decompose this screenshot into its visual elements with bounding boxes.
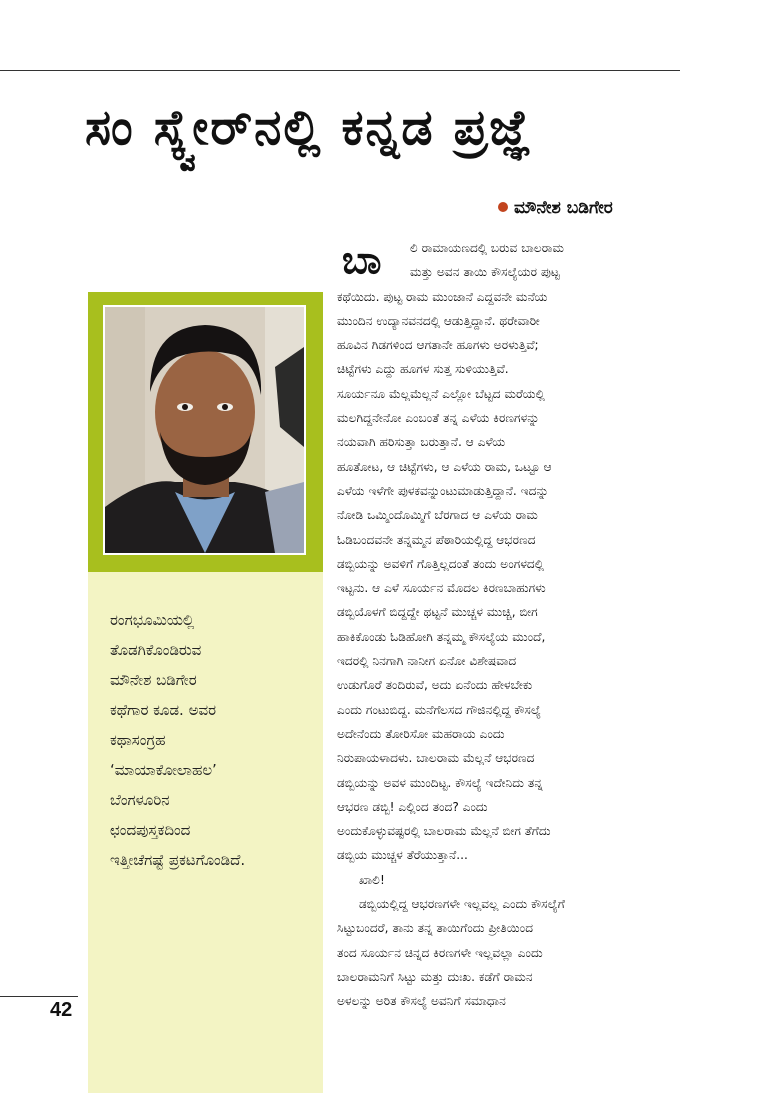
body-line: ಡಬ್ಬಿಯನ್ನು ಅವಳಿಗೆ ಗೊತ್ತಿಲ್ಲದಂತೆ ತಂದು ಅಂಗಳದಲ್ಲಿ bbox=[337, 556, 545, 571]
caption-line: ‘ಮಾಯಾಕೋಲಾಹಲ’ bbox=[110, 761, 217, 779]
body-line: ಸಿಟ್ಟುಬಂದರೆ, ತಾನು ತನ್ನ ತಾಯಿಗೆಂದು ಪ್ರೀತಿಯಿಂದ bbox=[337, 921, 534, 936]
body-line: ಆಭರಣ ಡಬ್ಬಿ! ಎಲ್ಲಿಂದ ತಂದ? ಎಂದು bbox=[337, 799, 488, 814]
body-line: ಸೂರ್ಯನೂ ಮೆಲ್ಲಮೆಲ್ಲನೆ ಎಲ್ಲೋ ಬೆಟ್ಟದ ಮರೆಯಲ್ಲಿ bbox=[337, 386, 545, 401]
body-line: ಮತ್ತು ಅವನ ತಾಯಿ ಕೌಸಲ್ಯೆಯರ ಪುಟ್ಟ bbox=[410, 265, 560, 280]
body-line: ನಿರುಪಾಯಳಾದಳು. ಬಾಲರಾಮ ಮೆಲ್ಲನೆ ಆಭರಣದ bbox=[337, 751, 535, 766]
caption-line: ಬೆಂಗಳೂರಿನ bbox=[110, 791, 170, 809]
caption-line: ಛಂದಪುಸ್ತಕದಿಂದ bbox=[110, 821, 191, 839]
body-line: ಡಬ್ಬಿಯಲ್ಲಿದ್ದ ಆಭರಣಗಳೇ ಇಲ್ಲವಲ್ಲ ಎಂದು ಕೌಸಲ್ಯೆಗೆ bbox=[359, 897, 565, 912]
body-line: ತಂದ ಸೂರ್ಯನ ಚಿನ್ನದ ಕಿರಣಗಳೇ ಇಲ್ಲವಲ್ಲಾ ಎಂದು bbox=[337, 945, 543, 960]
body-line: ಹೂತೋಟ, ಆ ಚಿಟ್ಟೆಗಳು, ಆ ಎಳೆಯ ರಾಮ, ಒಟ್ಟೂ ಆ bbox=[337, 459, 552, 474]
caption-line: ರಂಗಭೂಮಿಯಲ್ಲಿ bbox=[110, 611, 195, 629]
body-line: ಅಂದುಕೊಳ್ಳುವಷ್ಟರಲ್ಲಿ ಬಾಲರಾಮ ಮೆಲ್ಲನೆ ಬೀಗ ತೆಗೆದು bbox=[337, 824, 551, 839]
body-line: ಡಬ್ಬಿಯನ್ನು ಅವಳ ಮುಂದಿಟ್ಟ. ಕೌಸಲ್ಯೆ ಇದೇನಿದು ತನ್ನ bbox=[337, 775, 543, 790]
body-line: ಮುಂದಿನ ಉದ್ಯಾನವನದಲ್ಲಿ ಆಡುತ್ತಿದ್ದಾನೆ. ಥರೇವಾರೀ bbox=[337, 313, 540, 328]
body-line: ಇಟ್ಟನು. ಆ ಎಳೆ ಸೂರ್ಯನ ಮೊದಲ ಕಿರಣಬಾಹುಗಳು bbox=[337, 581, 546, 596]
body-line: ಎಳೆಯ ಇಳೆಗೇ ಪುಳಕವನ್ನುಂಟುಮಾಡುತ್ತಿದ್ದಾನೆ. ಇದನ್ನು bbox=[337, 483, 549, 498]
author-name: ಮೌನೇಶ ಬಡಿಗೇರ bbox=[514, 198, 613, 218]
page-number: 42 bbox=[50, 999, 73, 1021]
article-title: ಸಂ ಸ್ಕ್ವೇರ್‌ನಲ್ಲಿ ಕನ್ನಡ ಪ್ರಜ್ಞೆ bbox=[85, 99, 533, 156]
body-line: ಅಳಲನ್ನು ಅರಿತ ಕೌಸಲ್ಯೆ ಅವನಿಗೆ ಸಮಾಧಾನ bbox=[337, 994, 506, 1009]
body-line: ಖಾಲಿ! bbox=[359, 872, 385, 887]
drop-cap: ಬಾ bbox=[342, 238, 380, 282]
body-line: ಚಿಟ್ಟೆಗಳು ಎದ್ದು ಹೂಗಳ ಸುತ್ತ ಸುಳಿಯುತ್ತಿವೆ. bbox=[337, 362, 509, 377]
body-line: ಡಬ್ಬಿಯ ಮುಚ್ಚಳ ತೆರೆಯುತ್ತಾನೆ... bbox=[337, 848, 468, 863]
caption-line: ಕಥೆಗಾರ ಕೂಡ. ಅವರ bbox=[110, 701, 217, 719]
body-line: ಹಾಕಿಕೊಂಡು ಓಡಿಹೋಗಿ ತನ್ನಮ್ಮ ಕೌಸಲ್ಯೆಯ ಮುಂದೆ, bbox=[337, 629, 546, 644]
author-byline bbox=[498, 196, 698, 220]
body-line: ಉಡುಗೊರೆ ತಂದಿರುವೆ, ಅದು ಏನೆಂದು ಹೇಳಬೇಕು bbox=[337, 678, 533, 693]
body-line: ಕಥೆಯಿದು. ಪುಟ್ಟ ರಾಮ ಮುಂಜಾನೆ ಎದ್ದವನೇ ಮನೆಯ bbox=[337, 289, 548, 304]
body-line: ಮಲಗಿದ್ದನೇನೋ ಎಂಬಂತೆ ತನ್ನ ಎಳೆಯ ಕಿರಣಗಳನ್ನು bbox=[337, 411, 540, 426]
body-line: ಡಬ್ಬಿಯೊಳಗೆ ಬಿದ್ದದ್ದೇ ಥಟ್ಟನೆ ಮುಚ್ಚಳ ಮುಚ್ಚಿ, ಬೀಗ bbox=[337, 605, 538, 620]
bullet-dot-icon bbox=[498, 202, 508, 212]
article-body bbox=[337, 236, 667, 1014]
author-caption bbox=[110, 605, 315, 875]
body-line: ಅದೇನೆಂದು ತೋರಿಸೋ ಮಹರಾಯ ಎಂದು bbox=[337, 726, 505, 741]
body-line: ಎಂದು ಗಂಟುಬಿದ್ದ. ಮನೆಗೆಲಸದ ಗೌಜಿನಲ್ಲಿದ್ದ ಕೌಸಲ್ಯೆ bbox=[337, 702, 541, 717]
caption-line: ಕಥಾಸಂಗ್ರಹ bbox=[110, 731, 166, 749]
caption-line: ತೊಡಗಿಕೊಂಡಿರುವ bbox=[110, 641, 202, 659]
body-line: ನೋಡಿ ಒಮ್ಮಿಂದೊಮ್ಮಿಗೆ ಬೆರಗಾದ ಆ ಎಳೆಯ ರಾಮ bbox=[337, 508, 539, 523]
body-line: ಲಿ ರಾಮಾಯಣದಲ್ಲಿ ಬರುವ ಬಾಲರಾಮ bbox=[410, 241, 565, 255]
body-line: ಹೂವಿನ ಗಿಡಗಳಿಂದ ಆಗತಾನೇ ಹೂಗಳು ಅರಳುತ್ತಿವೆ; bbox=[337, 338, 539, 353]
body-line: ನಯವಾಗಿ ಹರಿಸುತ್ತಾ ಬರುತ್ತಾನೆ. ಆ ಎಳೆಯ bbox=[337, 435, 506, 450]
body-line: ಬಾಲರಾಮನಿಗೆ ಸಿಟ್ಟು ಮತ್ತು ದುಃಖ. ಕಡೆಗೆ ರಾಮನ bbox=[337, 969, 533, 984]
body-line: ಇದರಲ್ಲಿ ನಿನಗಾಗಿ ನಾನೀಗ ಏನೋ ವಿಶೇಷವಾದ bbox=[337, 654, 517, 669]
author-photo bbox=[103, 305, 306, 555]
author-portrait-icon bbox=[105, 307, 304, 553]
caption-line: ಇತ್ತೀಚೆಗಷ್ಟೆ ಪ್ರಕಟಗೊಂಡಿದೆ. bbox=[110, 851, 246, 869]
caption-line: ಮೌನೇಶ ಬಡಿಗೇರ bbox=[110, 671, 197, 689]
body-line: ಓಡಿಬಂದವನೇ ತನ್ನಮ್ಮನ ಪೆಠಾರಿಯಲ್ಲಿದ್ದ ಆಭರಣದ bbox=[337, 532, 536, 547]
top-rule bbox=[0, 70, 680, 71]
